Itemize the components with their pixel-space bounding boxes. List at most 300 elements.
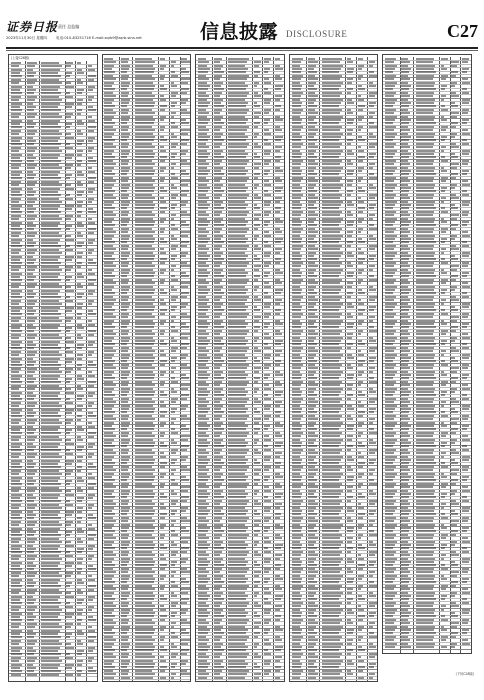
table-cell-text <box>214 337 223 339</box>
table-cell-text <box>264 507 271 509</box>
table-cell-text <box>308 221 314 223</box>
table-cell-text <box>347 558 351 560</box>
table-cell-text <box>77 572 81 574</box>
table-cell-text <box>181 275 188 277</box>
table-grid <box>9 61 97 681</box>
table-cell-text <box>121 483 130 485</box>
table-cell-text <box>104 435 116 437</box>
table-cell-text <box>308 425 314 427</box>
table-cell-text <box>441 139 445 141</box>
table-cell-text <box>308 534 315 536</box>
table-cell-text <box>322 360 339 362</box>
table-cell-text <box>135 595 156 597</box>
table-cell-text <box>181 537 189 539</box>
table-cell-text <box>41 606 59 608</box>
table-cell-text <box>214 629 221 631</box>
table-cell-text <box>401 88 409 90</box>
table-cell-text <box>121 316 128 318</box>
table-column <box>195 54 285 682</box>
table-cell-text <box>66 449 70 451</box>
table-cell-text <box>41 575 62 577</box>
table-cell-text <box>292 510 303 512</box>
table-cell-text <box>292 190 301 192</box>
table-cell-text <box>88 106 93 108</box>
table-cell-text <box>27 439 35 441</box>
table-cell-text <box>66 286 70 288</box>
table-cell-text <box>451 116 456 118</box>
table-cell-text <box>254 330 258 332</box>
table-cell-text <box>416 201 436 203</box>
table-cell-text <box>228 71 246 73</box>
table-cell-text <box>358 65 364 67</box>
table-cell-text <box>171 554 176 556</box>
table-cell-text <box>121 401 128 403</box>
table-cell-text <box>292 292 301 294</box>
table-cell-text <box>181 224 188 226</box>
table-cell-text <box>347 568 351 570</box>
table-cell-text <box>41 266 59 268</box>
table-cell-text <box>451 143 455 145</box>
table-cell-text <box>228 541 245 543</box>
table-cell-text <box>322 381 342 383</box>
table-cell-text <box>308 282 318 284</box>
table-cell-text <box>214 82 223 84</box>
table-cell-text <box>27 636 34 638</box>
table-cell-text <box>228 605 247 607</box>
table-cell-text <box>11 123 20 125</box>
table-cell-text <box>41 262 61 264</box>
table-cell-text <box>347 61 353 63</box>
table-cell-text <box>441 374 447 376</box>
table-cell-text <box>347 643 351 645</box>
table-cell-text <box>27 487 37 489</box>
table-cell-text <box>369 490 373 492</box>
table-cell-text <box>104 585 113 587</box>
table-cell-text <box>198 82 207 84</box>
table-cell-text <box>198 92 206 94</box>
table-cell-text <box>171 360 175 362</box>
table-cell-text <box>254 116 259 118</box>
table-cell-text <box>27 89 36 91</box>
table-cell-text <box>214 211 222 213</box>
table-cell-text <box>292 197 302 199</box>
table-cell-text <box>11 398 23 400</box>
table-cell-text <box>214 677 223 679</box>
table-cell-text <box>104 405 114 407</box>
table-cell-text <box>171 163 176 165</box>
table-cell-text <box>181 214 189 216</box>
table-cell-text <box>104 190 115 192</box>
table-cell-text <box>121 503 128 505</box>
table-cell-text <box>264 323 269 325</box>
table-cell-text <box>66 494 73 496</box>
table-cell-text <box>385 320 397 322</box>
table-cell-text <box>385 337 397 339</box>
table-cell-text <box>254 541 259 543</box>
table-cell-text <box>264 408 269 410</box>
table-cell-text <box>77 354 83 356</box>
table-cell-text <box>347 221 354 223</box>
table-cell-text <box>264 561 269 563</box>
table-cell-text <box>401 129 410 131</box>
newspaper-logo: 证券日报 <box>6 20 59 34</box>
table-cell-text <box>135 541 153 543</box>
table-cell-text <box>358 241 365 243</box>
table-cell-text <box>308 374 314 376</box>
table-cell-text <box>198 269 207 271</box>
table-cell-text <box>322 82 343 84</box>
table-cell-text <box>214 534 222 536</box>
table-cell-text <box>27 381 34 383</box>
table-cell-text <box>228 585 249 587</box>
table-cell-text <box>160 432 165 434</box>
table-cell-text <box>88 405 92 407</box>
table-cell-text <box>228 184 245 186</box>
table-cell-text <box>292 354 300 356</box>
table-cell-text <box>228 252 245 254</box>
table-cell-text <box>451 102 455 104</box>
table-cell-text <box>292 306 303 308</box>
table-cell-text <box>462 88 466 90</box>
table-cell-text <box>369 265 375 267</box>
table-cell-text <box>308 466 315 468</box>
table-cell-text <box>41 154 60 156</box>
table-cell-text <box>11 466 23 468</box>
table-cell-text <box>322 670 342 672</box>
table-cell-text <box>228 663 248 665</box>
table-cell-text <box>228 82 245 84</box>
table-cell-text <box>41 409 60 411</box>
table-cell-text <box>41 528 60 530</box>
table-cell-text <box>171 296 178 298</box>
table-cell-text <box>308 65 316 67</box>
table-cell-text <box>369 449 377 451</box>
table-cell-text <box>160 374 164 376</box>
table-cell-text <box>228 653 249 655</box>
table-cell-text <box>385 184 397 186</box>
table-cell-text <box>104 561 112 563</box>
table-cell-text <box>27 558 35 560</box>
table-cell-text <box>369 347 377 349</box>
table-cell-text <box>275 547 281 549</box>
table-cell-text <box>77 436 81 438</box>
table-cell-text <box>27 606 37 608</box>
table-cell-text <box>264 456 271 458</box>
table-cell-text <box>451 347 455 349</box>
table-cell-text <box>369 452 375 454</box>
table-cell-text <box>66 347 70 349</box>
table-cell-text <box>385 88 393 90</box>
table-cell-text <box>358 605 362 607</box>
table-cell-text <box>308 214 318 216</box>
table-cell-text <box>104 153 112 155</box>
table-cell-text <box>27 330 34 332</box>
table-cell-text <box>292 133 300 135</box>
table-cell-text <box>121 615 127 617</box>
table-cell-text <box>198 146 209 148</box>
table-cell-text <box>104 228 113 230</box>
table-cell-text <box>347 282 353 284</box>
table-cell-text <box>181 435 189 437</box>
table-cell-text <box>11 283 21 285</box>
table-cell-text <box>41 385 59 387</box>
table-cell-text <box>41 143 61 145</box>
table-cell-text <box>66 378 71 380</box>
table-cell-text <box>292 422 300 424</box>
table-cell-text <box>77 140 84 142</box>
table-cell-text <box>254 581 260 583</box>
table-cell-text <box>228 197 247 199</box>
table-cell-text <box>308 398 315 400</box>
table-cell-text <box>254 207 260 209</box>
table-cell-text <box>27 565 36 567</box>
table-cell-text <box>135 340 156 342</box>
table-cell-text <box>77 592 83 594</box>
table-cell-text <box>254 194 258 196</box>
table-cell-text <box>322 231 340 233</box>
table-cell-text <box>11 184 19 186</box>
table-cell-text <box>347 629 354 631</box>
table-cell-text <box>358 88 365 90</box>
table-cell-text <box>228 432 249 434</box>
table-cell-text <box>228 439 245 441</box>
table-cell-text <box>77 215 81 217</box>
table-cell-text <box>308 585 315 587</box>
table-cell-text <box>385 292 393 294</box>
table-cell-text <box>264 275 268 277</box>
table-cell-text <box>104 612 112 614</box>
table-cell-text <box>292 184 300 186</box>
table-cell-text <box>88 188 95 190</box>
table-cell-text <box>121 320 131 322</box>
table-cell-text <box>308 122 317 124</box>
table-cell-text <box>264 245 270 247</box>
table-cell-text <box>264 568 270 570</box>
table-cell-text <box>322 415 342 417</box>
table-cell-text <box>198 605 209 607</box>
table-cell-text <box>214 333 220 335</box>
table-cell-text <box>77 69 81 71</box>
table-cell-text <box>104 558 114 560</box>
table-cell-text <box>121 629 129 631</box>
table-cell-text <box>88 446 93 448</box>
table-cell-text <box>214 388 223 390</box>
table-cell-text <box>135 190 154 192</box>
table-cell-text <box>198 58 206 60</box>
table-cell-text <box>264 122 268 124</box>
table-cell-text <box>104 306 112 308</box>
table-cell-text <box>171 452 176 454</box>
table-cell-text <box>135 143 152 145</box>
table-cell-text <box>11 62 21 64</box>
table-cell-text <box>451 187 455 189</box>
table-cell-text <box>451 248 458 250</box>
table-cell-text <box>135 146 155 148</box>
table-cell-text <box>264 333 268 335</box>
table-cell-text <box>27 429 36 431</box>
table-cell-text <box>198 190 208 192</box>
table-cell-text <box>66 126 70 128</box>
table-cell-text <box>322 333 340 335</box>
table-cell-text <box>347 507 351 509</box>
table-cell-text <box>401 265 410 267</box>
table-cell-text <box>135 646 156 648</box>
table-cell-text <box>88 575 92 577</box>
table-cell-text <box>27 494 33 496</box>
table-cell-text <box>369 224 374 226</box>
table-cell-text <box>228 58 249 60</box>
table-cell-text <box>401 68 411 70</box>
table-cell-text <box>214 105 224 107</box>
table-cell-text <box>308 411 317 413</box>
table-cell-text <box>214 432 222 434</box>
table-cell-text <box>275 432 279 434</box>
table-cell-text <box>264 520 268 522</box>
table-cell-text <box>369 677 373 679</box>
table-cell-text <box>121 343 127 345</box>
table-cell-text <box>104 116 114 118</box>
table-cell-text <box>135 585 152 587</box>
table-cell-text <box>462 201 470 203</box>
table-cell-text <box>41 419 59 421</box>
table-cell-text <box>254 398 258 400</box>
table-cell-text <box>135 289 156 291</box>
table-cell-text <box>308 456 316 458</box>
table-cell-text <box>228 190 246 192</box>
table-cell-text <box>88 381 96 383</box>
table-cell-text <box>171 92 178 94</box>
table-cell-text <box>160 340 164 342</box>
table-cell-text <box>66 388 70 390</box>
table-cell-text <box>41 558 62 560</box>
table-cell-text <box>214 119 221 121</box>
table-cell-text <box>41 619 61 621</box>
table-cell-text <box>254 490 259 492</box>
table-cell-text <box>347 367 353 369</box>
table-cell-text <box>401 218 408 220</box>
table-cell-text <box>11 449 23 451</box>
table-cell-text <box>198 116 207 118</box>
table-cell-text <box>121 558 131 560</box>
table-cell-text <box>308 653 315 655</box>
table-cell-text <box>121 636 130 638</box>
table-cell-text <box>292 581 301 583</box>
table-cell-text <box>77 521 81 523</box>
table-cell-text <box>322 235 343 237</box>
table-cell-text <box>160 524 166 526</box>
table-cell-text <box>104 129 116 131</box>
table-cell-text <box>135 136 156 138</box>
table-cell-text <box>308 258 317 260</box>
table-cell-text <box>27 477 33 479</box>
table-cell-text <box>322 578 341 580</box>
table-cell-text <box>275 598 281 600</box>
table-cell-text <box>121 422 131 424</box>
table-cell-text <box>441 119 447 121</box>
table-cell-text <box>214 401 220 403</box>
table-cell-text <box>104 660 114 662</box>
table-cell-text <box>275 85 283 87</box>
table-cell-text <box>104 575 114 577</box>
table-cell-text <box>228 649 246 651</box>
table-cell-text <box>198 109 206 111</box>
table-cell-text <box>88 120 95 122</box>
table-cell-text <box>308 422 316 424</box>
table-cell-text <box>358 411 365 413</box>
table-cell-text <box>369 439 373 441</box>
table-cell-text <box>171 418 176 420</box>
table-cell-text <box>275 619 279 621</box>
table-cell-text <box>322 677 343 679</box>
table-cell-text <box>441 126 448 128</box>
table-cell-text <box>135 58 152 60</box>
table-cell-text <box>77 296 82 298</box>
table-cell-text <box>214 354 223 356</box>
table-cell-text <box>135 534 152 536</box>
table-cell-text <box>198 551 206 553</box>
table-cell-text <box>214 207 224 209</box>
table-cell-text <box>104 82 114 84</box>
table-cell-text <box>322 102 341 104</box>
table-cell-text <box>121 537 128 539</box>
table-cell-text <box>462 68 468 70</box>
table-cell-text <box>27 92 34 94</box>
table-cell-text <box>358 656 362 658</box>
table-cell-text <box>41 364 61 366</box>
table-cell-text <box>401 364 407 366</box>
table-cell-text <box>181 122 188 124</box>
table-cell-text <box>27 137 33 139</box>
table-cell-text <box>214 292 224 294</box>
table-cell-text <box>181 255 185 257</box>
table-cell-text <box>385 190 393 192</box>
table-cell-text <box>308 82 316 84</box>
table-cell-text <box>385 330 396 332</box>
table-cell-text <box>369 622 375 624</box>
table-cell-text <box>198 194 206 196</box>
table-cell-text <box>198 316 209 318</box>
table-cell-text <box>66 439 70 441</box>
table-cell-text <box>104 377 115 379</box>
table-cell-text <box>27 517 34 519</box>
table-cell-text <box>292 156 301 158</box>
table-cell-text <box>171 102 177 104</box>
table-cell-text <box>160 517 165 519</box>
table-cell-text <box>358 507 364 509</box>
table-cell-text <box>198 442 210 444</box>
table-cell-text <box>88 616 93 618</box>
table-cell-text <box>214 340 221 342</box>
table-cell-text <box>451 306 455 308</box>
masthead-rule <box>6 47 478 49</box>
table-cell-text <box>27 286 35 288</box>
table-cell-text <box>416 269 436 271</box>
table-cell-text <box>104 357 112 359</box>
table-cell-text <box>198 388 207 390</box>
table-cell-text <box>198 626 207 628</box>
table-cell-text <box>416 371 436 373</box>
table-cell-text <box>358 360 365 362</box>
table-cell-text <box>358 670 363 672</box>
table-cell-text <box>11 133 19 135</box>
table-cell-text <box>171 71 175 73</box>
table-cell-text <box>160 476 164 478</box>
table-cell-text <box>77 568 82 570</box>
table-cell-text <box>11 313 23 315</box>
table-cell-text <box>264 109 270 111</box>
table-cell-text <box>214 391 221 393</box>
table-cell-text <box>308 177 315 179</box>
